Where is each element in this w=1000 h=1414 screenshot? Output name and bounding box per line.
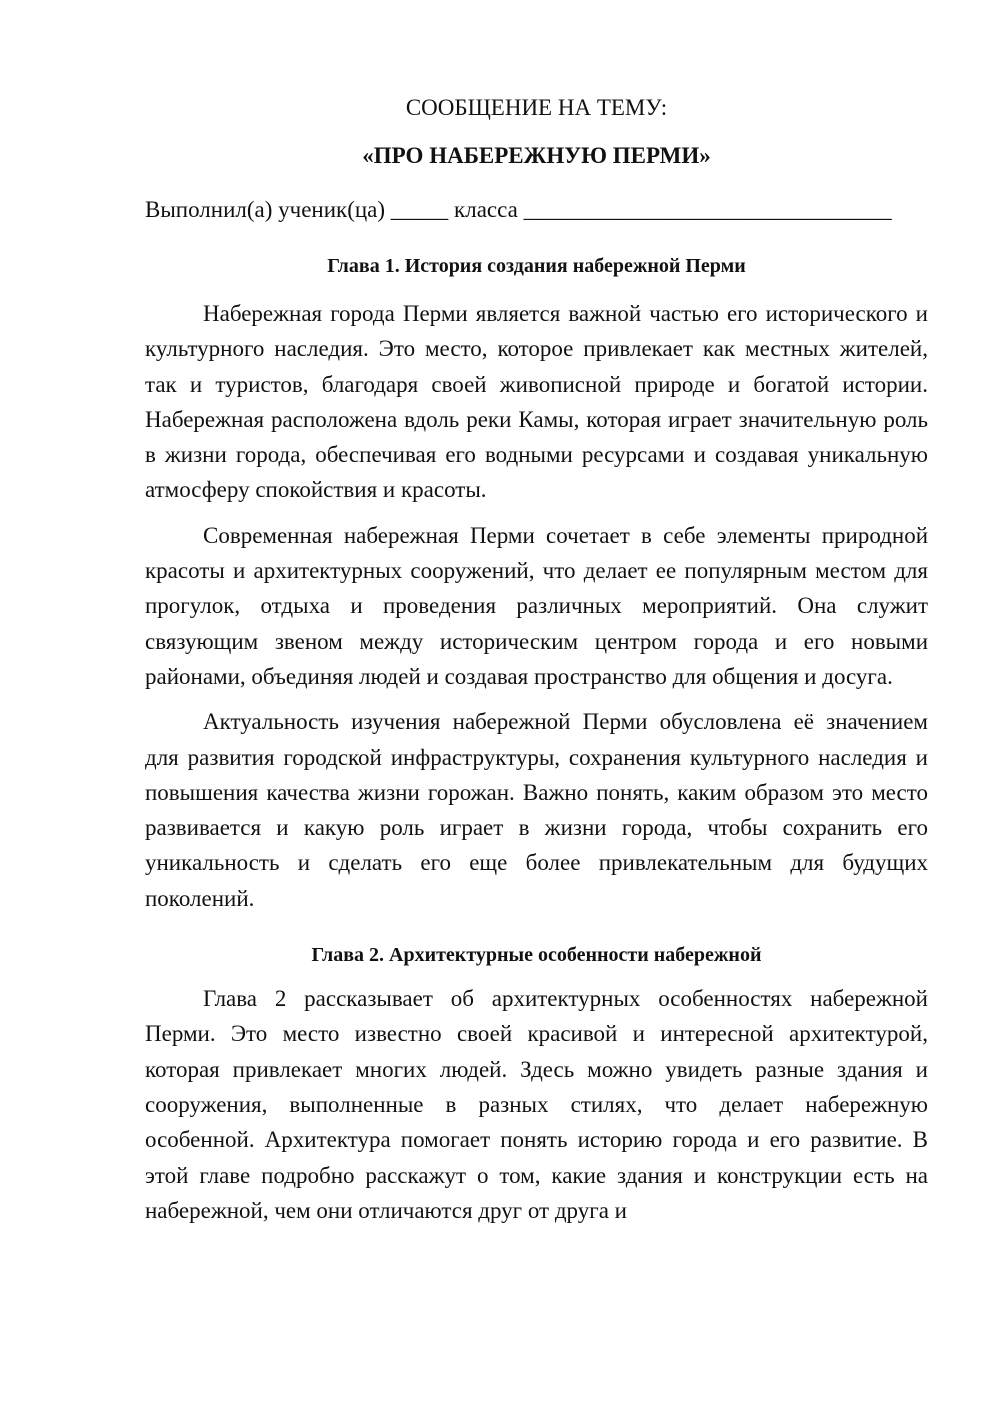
chapter-2-heading: Глава 2. Архитектурные особенности набережной <box>311 944 762 967</box>
document-page <box>145 92 928 1228</box>
chapter-1-paragraph-1: Набережная города Перми является важной частью его исторического и культурного наследия. Это место, которое привлекает как местных жителей, так и туристов, благодаря своей живописной природе и богатой истории. Набережная расположена вдоль реки Камы, которая играет значительную роль в жизни города, обеспечивая его водными ресурсами и создавая уникальную атмосферу спокойствия и красоты. <box>145 301 928 503</box>
chapter-1-paragraph-3: Актуальность изучения набережной Перми обусловлена её значением для развития городской инфраструктуры, сохранения культурного наследия и повышения качества жизни горожан. Важно понять, каким образом это место развивается и какую роль играет в жизни города, чтобы сохранить его уникальность и сделать его еще более привлекательным для будущих поколений. <box>145 709 928 911</box>
chapter-1-heading: Глава 1. История создания набережной Перми <box>327 255 746 277</box>
chapter-2-paragraph-1: Глава 2 рассказывает об архитектурных особенностях набережной Перми. Это место известно своей красивой и интересной архитектурой, которая привлекает многих людей. Здесь можно увидеть разные здания и сооружения, выполненные в разных стилях, что делает набережную особенной. Архитектура помогает понять историю города и его развитие. В этой главе подробно расскажут о том, какие здания и конструкции есть на набережной, чем они отличаются друг от друга и <box>145 986 928 1223</box>
chapter-1-paragraph-2: Современная набережная Перми сочетает в себе элементы природной красоты и архитектурных сооружений, что делает ее популярным местом для прогулок, отдыха и проведения различных мероприятий. Она служит связующим звеном между историческим центром города и его новыми районами, объединяя людей и создавая пространство для общения и досуга. <box>145 522 928 689</box>
author-line: Выполнил(а) ученик(ца) _____ класса ________________________________ <box>145 197 892 222</box>
title-line-1: СООБЩЕНИЕ НА ТЕМУ: <box>405 95 668 120</box>
title-line-2: «ПРО НАБЕРЕЖНУЮ ПЕРМИ» <box>362 143 711 168</box>
